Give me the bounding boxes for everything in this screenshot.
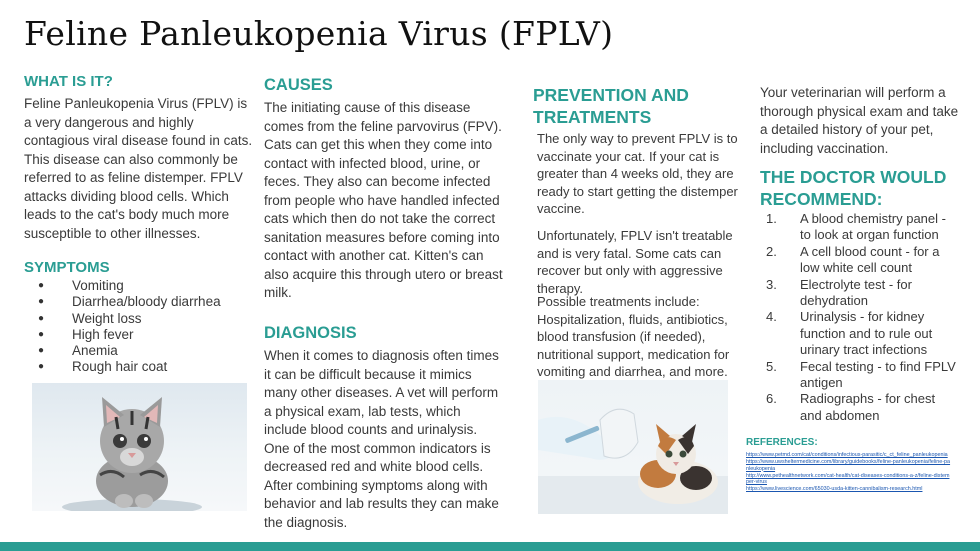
diagnosis-heading: DIAGNOSIS — [264, 324, 357, 342]
references-list — [746, 452, 952, 494]
recommendation-item — [760, 277, 960, 310]
causes-text: The initiating cause of this disease comes from the feline parvovirus (FPV). Cats can get this when they come into contact with infected blood, urine, or feces. They also can become infected from people who have handled infected cats which then do not take the correct sanitation measures before coming into contact with another cat. Kitten's can also acquire this through utero or breast milk. — [264, 100, 503, 300]
recommendation-item — [760, 211, 960, 244]
recommendation-item — [760, 391, 960, 424]
prevention-text-2: Unfortunately, FPLV isn't treatable and is very fatal. Some cats can recover but only with aggressive therapy. — [537, 228, 733, 296]
prevention-heading-line2: TREATMENTS — [533, 107, 652, 127]
recommendation-number: 2. — [766, 243, 777, 259]
symptom-item: ● Anemia — [38, 343, 238, 359]
what-is-it-text: Feline Panleukopenia Virus (FPLV) is a very dangerous and highly contagious viral disease found in cats. This disease can also commonly be referred to as feline distemper. FPLV attacks dividing blood cells. Which leads to the cat's body much more susceptible to other illnesses. — [24, 96, 253, 241]
causes-heading: CAUSES — [264, 76, 333, 94]
recommendation-text: Electrolyte test - for dehydration — [800, 276, 912, 309]
doctor-heading — [760, 166, 946, 210]
prevention-text-1: The only way to prevent FPLV is to vaccinate your cat. If your cat is greater than 4 weeks old, they are ready to start getting the distemper vaccine. — [537, 131, 738, 216]
doctor-heading-line2: RECOMMEND: — [760, 189, 883, 209]
recommendation-text: Urinalysis - for kidney function and to rule out urinary tract infections — [800, 309, 933, 358]
reference-link[interactable]: https://www.uwsheltermedicine.com/library/guidebooks/feline-panleukopenia/feline-panleukopenia — [746, 459, 951, 472]
kitten-photo — [32, 383, 247, 511]
recommendation-item — [760, 309, 960, 358]
reference-link[interactable]: https://www.livescience.com/65030-usda-kitten-cannibalism-research.html — [746, 486, 923, 493]
recommendation-text: A cell blood count - for a low white cell count — [800, 243, 940, 276]
vet-kitten-illustration — [538, 380, 728, 514]
symptom-item: ● Diarrhea/bloody diarrhea — [38, 294, 238, 310]
footer-bar — [0, 542, 980, 551]
prevention-heading — [533, 84, 689, 128]
page-title: Feline Panleukopenia Virus (FPLV) — [24, 14, 614, 53]
recommendation-number: 1. — [766, 211, 777, 226]
symptoms-list — [38, 278, 238, 376]
recommendation-text: A blood chemistry panel - to look at organ function — [800, 211, 946, 243]
symptoms-heading: SYMPTOMS — [24, 259, 110, 276]
references-heading: REFERENCES: — [746, 437, 818, 448]
diagnosis-text: When it comes to diagnosis often times it can be difficult because it mimics many other diseases. A vet will perform a physical exam, lab tests, which include blood counts and urinalysis. One of the most common indicators is decreased red and white blood cells. After combining symptoms along with behavior and lab results they can make the diagnosis. — [264, 348, 499, 530]
recommendation-number: 4. — [766, 309, 777, 325]
symptom-item: ● Weight loss — [38, 311, 238, 327]
symptom-item: ● High fever — [38, 327, 238, 343]
symptom-item: ● Rough hair coat — [38, 359, 238, 375]
what-is-it-heading: WHAT IS IT? — [24, 73, 113, 90]
kitten-illustration — [32, 383, 247, 511]
reference-link[interactable]: http://www.pethealthnetwork.com/cat-health/cat-diseases-conditions-a-z/feline-distemper-virus — [746, 472, 950, 486]
reference-link[interactable]: https://www.petmd.com/cat/conditions/infectious-parasitic/c_ct_feline_panleukopenia — [746, 452, 948, 458]
prevention-heading-line1: PREVENTION AND — [533, 85, 689, 105]
prevention-text-3: Possible treatments include: Hospitalization, fluids, antibiotics, blood transfusion (if needed), nutritional support, medication for vomiting and diarrhea, and more. — [537, 294, 730, 379]
recommendation-list — [760, 211, 960, 424]
doctor-heading-line1: THE DOCTOR WOULD — [760, 167, 947, 187]
recommendation-number: 5. — [766, 358, 777, 374]
recommendation-number: 3. — [766, 276, 777, 292]
symptom-item: ● Vomiting — [38, 278, 238, 294]
recommendation-text: Radiographs - for chest and abdomen — [800, 391, 936, 423]
vet-intro-text: Your veterinarian will perform a thorough physical exam and take a detailed history of your pet, including vaccination. — [760, 85, 959, 156]
recommendation-number: 6. — [766, 391, 777, 407]
recommendation-text: Fecal testing - to find FPLV antigen — [800, 358, 956, 391]
recommendation-item — [760, 244, 960, 277]
vet-kitten-photo — [538, 380, 728, 514]
recommendation-item — [760, 359, 960, 392]
